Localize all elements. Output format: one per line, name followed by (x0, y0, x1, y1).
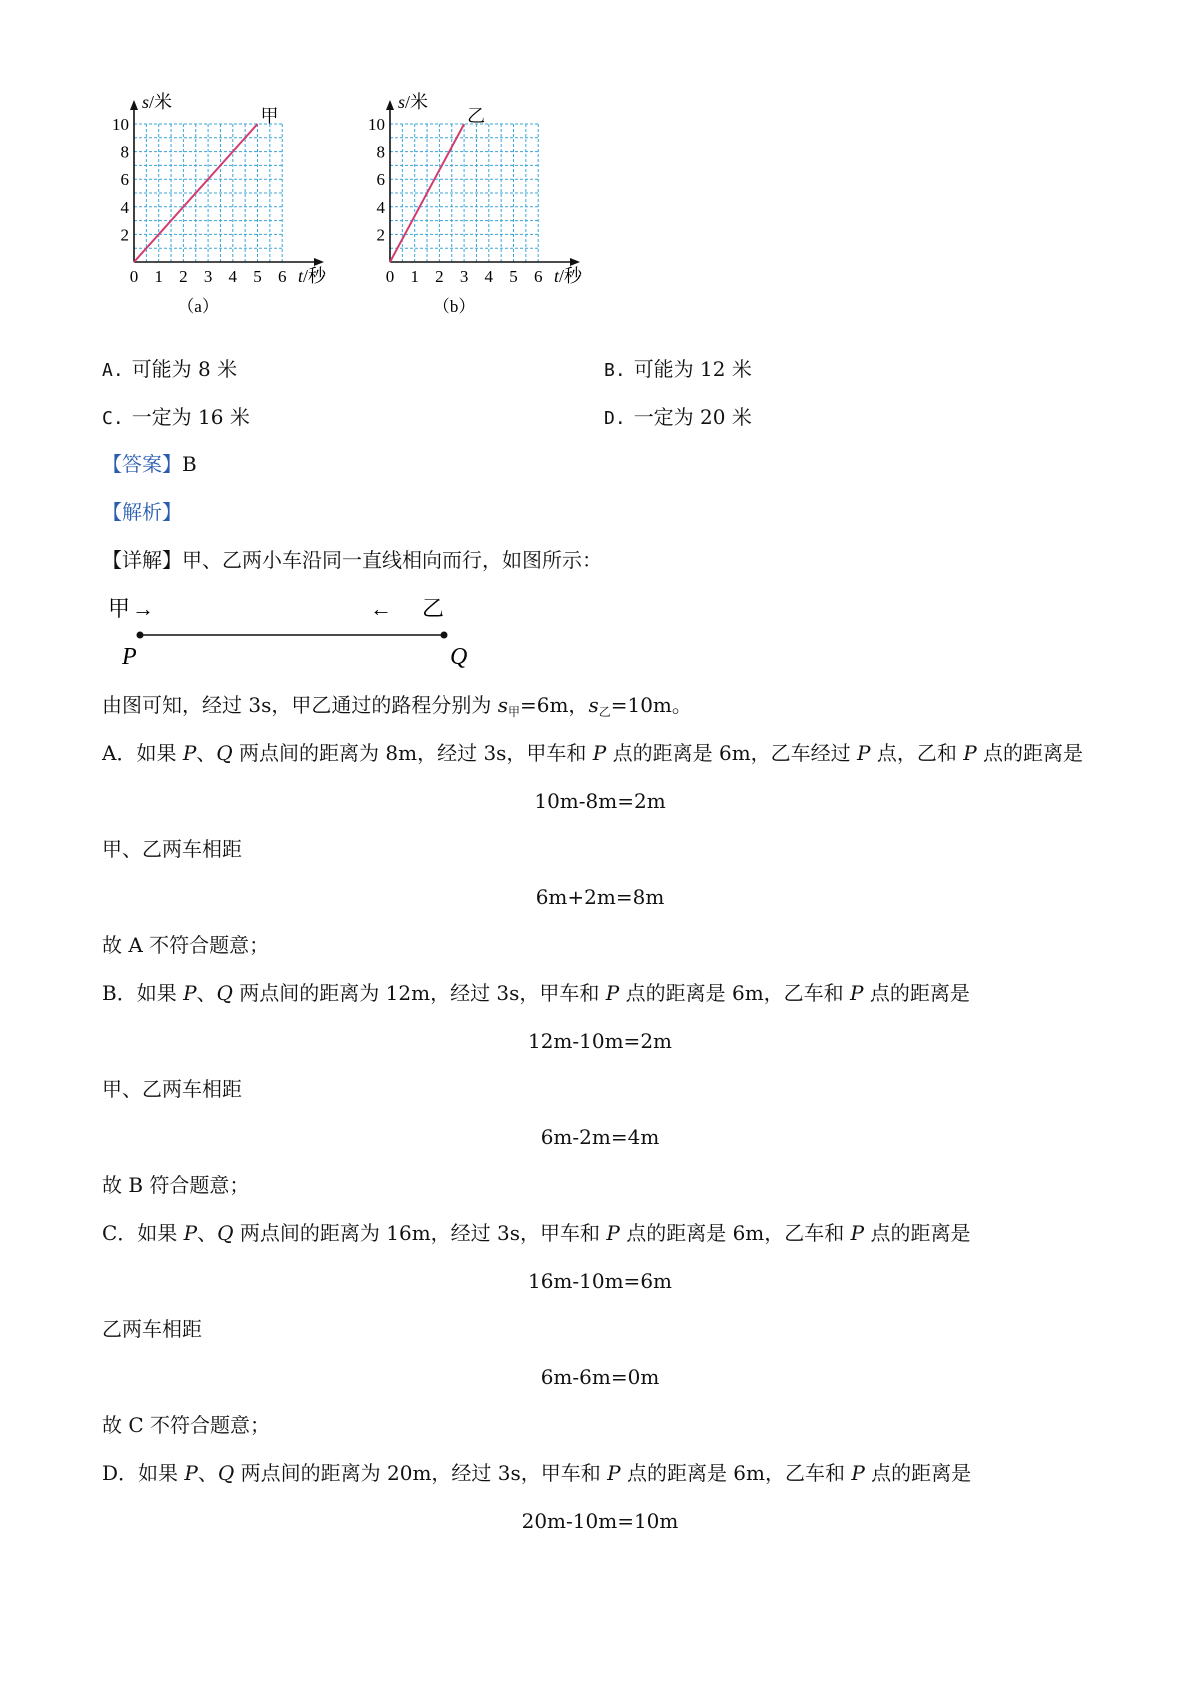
var-p: P (183, 981, 197, 1005)
case-c-line (102, 1220, 970, 1246)
x-tick-label: 6 (277, 267, 287, 286)
option-c-text: 一定为 16 米 (131, 405, 250, 429)
case-d-mid2: 两点间的距离为 20m，经过 3s，甲车和 (234, 1461, 608, 1485)
var-p: P (851, 1461, 865, 1485)
y-axis-arrow (386, 100, 394, 110)
y-tick-label: 10 (112, 115, 129, 134)
point-p (137, 632, 144, 639)
x-tick-label: 0 (385, 267, 395, 286)
case-d-mid4: 点的距离是 (864, 1461, 972, 1485)
y-tick-label: 6 (376, 170, 385, 190)
diagram-arrow-left: ← (370, 596, 392, 621)
label-q: Q (450, 644, 468, 670)
x-axis-label: t/秒 (298, 266, 327, 286)
var-p: P (183, 1221, 198, 1245)
x-tick-label: 4 (228, 267, 238, 286)
case-b-eq2: 6m-2m=4m (540, 1125, 660, 1149)
diagram-arrow-right: → (132, 596, 154, 621)
var-p: P (605, 981, 620, 1005)
x-tick-label: 3 (459, 267, 469, 286)
x-tick-label: 2 (179, 267, 188, 286)
var-p: P (850, 981, 864, 1005)
var-p: P (850, 1221, 865, 1245)
case-c-mid2: 两点间的距离为 16m，经过 3s，甲车和 (233, 1221, 607, 1245)
y-axis-label: s/米 (398, 92, 429, 112)
case-d-line (102, 1460, 971, 1486)
option-c (102, 404, 250, 432)
case-b-mid4: 点的距离是 (863, 981, 970, 1005)
case-a-conclusion: 故 A 不符合题意； (102, 933, 270, 957)
y-tick-label: 4 (376, 197, 385, 217)
option-a (102, 356, 237, 384)
case-a-line (102, 740, 1083, 766)
x-tick-label: 2 (435, 267, 444, 286)
case-b-eq1: 12m-10m=2m (527, 1029, 673, 1053)
case-c-mid4: 点的距离是 (864, 1221, 971, 1245)
diagram-jia: 甲 (108, 596, 131, 621)
case-a-eq1: 10m-8m=2m (534, 789, 666, 813)
answer-label: 【答案】 (102, 452, 182, 476)
x-axis-arrow (570, 258, 580, 266)
var-p: P (592, 741, 607, 765)
option-d (604, 404, 752, 432)
case-b-between: 甲、乙两车相距 (102, 1077, 242, 1101)
case-d-lead: D．如果 (102, 1461, 185, 1485)
detail-text: 甲、乙两小车沿同一直线相向而行，如图所示： (182, 548, 602, 572)
option-a-letter: A. (102, 360, 124, 381)
x-tick-label: 6 (533, 267, 543, 286)
point-q (441, 632, 448, 639)
case-c-eq1: 16m-10m=6m (527, 1269, 673, 1293)
y-tick-label: 2 (120, 225, 129, 245)
var-p: P (857, 741, 871, 765)
x-tick-label: 1 (410, 267, 419, 286)
case-c-eq2: 6m-6m=0m (540, 1365, 660, 1389)
option-b-text: 可能为 12 米 (633, 357, 752, 381)
analysis-label: 【解析】 (102, 500, 182, 524)
case-a-between: 甲、乙两车相距 (102, 837, 242, 861)
case-d-mid1: 、 (197, 1461, 218, 1485)
figure-caption: （a） (177, 297, 219, 316)
x-tick-label: 0 (129, 267, 139, 286)
label-p: P (122, 644, 137, 670)
var-q: Q (217, 1461, 235, 1485)
var-q: Q (216, 981, 233, 1005)
y-axis-arrow (130, 100, 138, 110)
case-a-eq2: 6m+2m=8m (535, 885, 665, 909)
var-p: P (182, 741, 197, 765)
y-tick-label: 6 (120, 170, 129, 190)
case-a-mid4: 点，乙和 (870, 741, 964, 765)
sub-jia: 甲 (507, 705, 520, 719)
chart-a (100, 90, 350, 340)
y-axis-label: s/米 (142, 92, 173, 112)
x-axis-label: t/秒 (554, 266, 583, 286)
case-a-mid3: 点的距离是 6m，乙车经过 (606, 741, 858, 765)
summary-text-2: =6m， (519, 693, 589, 717)
x-tick-label: 4 (484, 267, 494, 286)
case-a-lead: A．如果 (102, 741, 183, 765)
sub-yi: 乙 (598, 705, 611, 719)
y-tick-label: 4 (120, 197, 129, 217)
figure-caption: （b） (432, 297, 476, 316)
case-b-line (102, 980, 970, 1006)
option-d-text: 一定为 20 米 (633, 405, 752, 429)
option-b-letter: B. (604, 360, 626, 381)
option-c-letter: C. (102, 408, 124, 429)
summary-line (102, 692, 692, 725)
option-a-text: 可能为 8 米 (131, 357, 238, 381)
detail-line (102, 547, 602, 573)
case-b-conclusion: 故 B 符合题意； (102, 1173, 250, 1197)
y-tick-label: 10 (368, 115, 385, 134)
case-b-mid2: 两点间的距离为 12m，经过 3s，甲车和 (232, 981, 606, 1005)
series-label: 甲 (260, 106, 279, 126)
var-p: P (963, 741, 977, 765)
case-b-lead: B．如果 (102, 981, 184, 1005)
y-tick-label: 8 (376, 142, 385, 162)
x-tick-label: 5 (509, 267, 518, 286)
series-label: 乙 (467, 106, 486, 126)
case-a-mid2: 两点间的距离为 8m，经过 3s，甲车和 (232, 741, 593, 765)
summary-text-1: 由图可知，经过 3s，甲乙通过的路程分别为 (102, 693, 498, 717)
diagram-yi: 乙 (421, 596, 444, 621)
var-p: P (607, 1461, 621, 1485)
y-tick-label: 2 (376, 225, 385, 245)
var-q: Q (216, 741, 233, 765)
s-symbol-1: s (497, 693, 508, 717)
case-c-mid1: 、 (197, 1221, 218, 1245)
case-c-conclusion: 故 C 不符合题意； (102, 1413, 271, 1437)
var-q: Q (217, 1221, 234, 1245)
var-p: P (606, 1221, 620, 1245)
x-tick-label: 5 (253, 267, 262, 286)
y-tick-label: 8 (120, 142, 129, 162)
chart-b (356, 90, 606, 340)
answer-value: B (182, 452, 197, 476)
x-tick-label: 1 (154, 267, 163, 286)
detail-label: 【详解】 (102, 548, 182, 572)
case-c-lead: C．如果 (102, 1221, 184, 1245)
case-b-mid3: 点的距离是 6m，乙车和 (619, 981, 851, 1005)
x-tick-label: 3 (203, 267, 213, 286)
case-a-mid5: 点的距离是 (976, 741, 1084, 765)
case-d-eq1: 20m-10m=10m (521, 1509, 679, 1533)
case-c-between: 乙两车相距 (102, 1317, 202, 1341)
case-b-mid1: 、 (196, 981, 217, 1005)
pq-diagram (100, 590, 468, 670)
answer-line (102, 451, 197, 477)
case-c-mid3: 点的距离是 6m，乙车和 (619, 1221, 851, 1245)
var-p: P (184, 1461, 198, 1485)
option-d-letter: D. (604, 408, 626, 429)
s-symbol-2: s (588, 693, 599, 717)
summary-text-3: =10m。 (610, 693, 692, 717)
case-d-mid3: 点的距离是 6m，乙车和 (620, 1461, 852, 1485)
case-a-mid1: 、 (196, 741, 217, 765)
x-axis-arrow (314, 258, 324, 266)
option-b (604, 356, 752, 384)
